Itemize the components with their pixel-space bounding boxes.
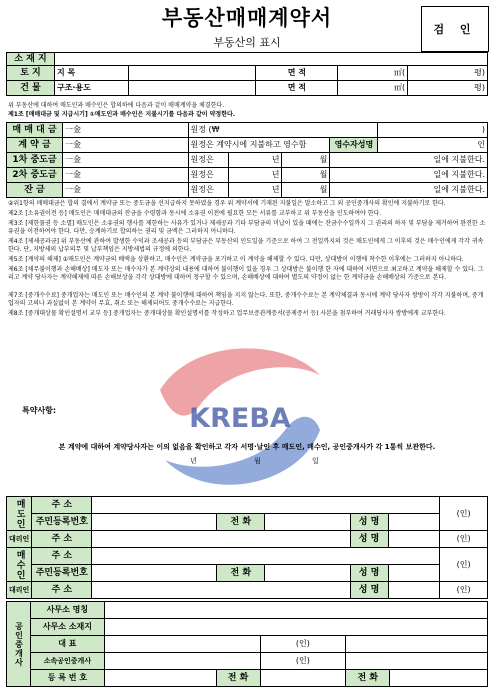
second-interim-currency[interactable]: 一金 [62, 168, 188, 183]
land-pyeong-unit[interactable]: 평) [408, 66, 488, 81]
buyer-label: 매수인 [7, 548, 32, 582]
special-terms-label: 특약사항: [22, 406, 57, 415]
date-year: 년 [190, 457, 197, 465]
buyer-address-label: 주 소 [32, 548, 92, 565]
land-area-unit[interactable]: ㎡( [338, 66, 408, 81]
buyer-agent-address-label: 주 소 [32, 582, 92, 599]
seller-address-field[interactable] [92, 497, 440, 514]
buyer-phone-label: 전 화 [217, 565, 265, 582]
buyer-agent-seal[interactable]: (인) [440, 582, 488, 599]
seller-agent-address-field[interactable] [92, 531, 350, 548]
broker-label: 공인중개사 [7, 602, 31, 687]
special-terms-area[interactable] [60, 405, 480, 437]
building-pyeong-unit[interactable]: 평) [408, 81, 488, 96]
broker-phone-label: 전 화 [216, 670, 260, 687]
buyer-id-field[interactable] [92, 565, 217, 582]
first-interim-year[interactable]: 년 [228, 153, 282, 168]
affiliated-broker-label: 소속공인중개사 [30, 653, 104, 670]
seller-agent-seal[interactable]: (인) [440, 531, 488, 548]
buyer-seal[interactable]: (인) [440, 548, 488, 582]
article-7: 제7조 [중개수수료] 중개업자는 매도인 또는 매수인의 본 계약 불이행에 대하여 책임을 지지 않는다. 또한, 중개수수료는 본 계약체결과 동시에 계약 당사자 쌍방이 각각 지불하며, 중개업자의 고의나 과실없이 본 계약이 무효, 취소 또는 해제되어도 중개수수료는 지급한다. [8, 292, 484, 308]
article-1: 제1조 [매매대금 및 지급시기] ①매도인과 매수인은 지불시기를 다음과 같이 약정한다. [8, 111, 236, 118]
second-interim-won: 원정은 [188, 168, 228, 183]
affiliated-broker-field[interactable] [104, 653, 260, 670]
buyer-agent-name-label: 성 명 [350, 582, 388, 599]
building-area-label: 면 적 [256, 81, 338, 96]
land-area-label: 면 적 [256, 66, 338, 81]
total-price-label: 매 매 대 금 [7, 123, 63, 138]
affiliated-broker-extra[interactable] [346, 653, 488, 670]
deposit-text: 원정은 계약시에 지불하고 영수함 [188, 138, 330, 153]
location-field[interactable] [54, 53, 487, 66]
document-title: 부동산매매계약서 [161, 6, 333, 30]
broker-phone-field-2[interactable] [390, 670, 488, 687]
buyer-agent-label: 대리인 [7, 582, 32, 599]
contract-intro: 위 부동산에 대하여 매도인과 매수인은 합의하에 다음과 같이 매매계약을 체결한다. [8, 102, 225, 109]
balance-currency[interactable]: 一金 [62, 183, 188, 198]
broker-phone-field[interactable] [260, 670, 346, 687]
buyer-name-field[interactable] [388, 565, 440, 582]
seller-name-label: 성 명 [350, 514, 388, 531]
balance-label: 잔 금 [7, 183, 63, 198]
article-3: 제3조 [제한물권 등 소멸] 매도인은 소유권의 행사를 제한하는 사유가 있거나 제세공과 기타 부담금의 미납이 있을 때에는 잔금수수일까지 그 권리의 하자 및 부담을 제거하여 완전한 소유권을 이전하여야 한다. 다만, 승계하기로 합의하는 권리 및 금액은 그러하지 아니하다. [8, 220, 486, 236]
land-label: 토 지 [7, 66, 55, 81]
deposit-currency[interactable]: 一金 [62, 138, 188, 153]
first-interim-currency[interactable]: 一金 [62, 153, 188, 168]
inspection-stamp-box: 검 인 [421, 6, 489, 52]
broker-table [6, 601, 488, 687]
land-category-field[interactable] [128, 66, 256, 81]
balance-year[interactable]: 년 [228, 183, 282, 198]
buyer-phone-field[interactable] [265, 565, 350, 582]
seller-id-field[interactable] [92, 514, 217, 531]
parties-table [6, 496, 488, 599]
buyer-agent-address-field[interactable] [92, 582, 350, 599]
article-6: 제6조 [채무불이행과 손해배상] 매도자 또는 매수자가 본 계약상의 내용에 대하여 불이행이 있을 경우 그 상대방은 불이행 한 자에 대하여 서면으로 최고하고 계약을 해제할 수 있다. 그리고 계약 당사자는 계약해제에 따른 손해보상을 각각 상대방에 대하여 청구할 수 있으며, 손해배상에 대하여 별도의 약정이 없는 한 계약금을 손해배상의 기준으로 본다. [8, 266, 484, 282]
affiliated-broker-seal[interactable]: (인) [260, 653, 346, 670]
land-category-label: 지 목 [54, 66, 128, 81]
building-area-unit[interactable]: ㎡( [338, 81, 408, 96]
document-subtitle: 부동산의 표시 [213, 36, 281, 49]
closing-statement: 본 계약에 대하여 계약당사자는 이의 없음을 확인하고 각자 서명·날인 후 매도인, 매수인, 공인중개사가 각 1통씩 보관한다. [58, 443, 436, 451]
payment-table [6, 122, 488, 198]
second-interim-year[interactable]: 년 [228, 168, 282, 183]
article-8: 제8조 [중개대상물 확인설명서 교부 등] 중개업자는 중개대상물 확인설명서를 작성하고 업무보증관계증서(공제증서 등) 사본을 첨부하여 거래당사자 쌍방에게 교부한다. [8, 310, 446, 317]
registration-number-label: 등 록 번 호 [30, 670, 104, 687]
representative-seal[interactable]: (인) [260, 636, 346, 653]
seller-agent-name-field[interactable] [388, 531, 440, 548]
article-5: 제5조 [계약의 해제] ①매도인은 계약금의 배액을 상환하고, 매수인은 계약금을 포기하고 이 계약을 해제할 수 있다. 다만, 상대방이 이행에 착수한 이후에는 그러하지 아니하다. [8, 256, 464, 263]
registration-number-field[interactable] [104, 670, 216, 687]
seller-id-label: 주민등록번호 [32, 514, 92, 531]
buyer-agent-name-field[interactable] [388, 582, 440, 599]
building-label: 건 물 [7, 81, 55, 96]
date-month: 월 [254, 457, 261, 465]
representative-label: 대 표 [30, 636, 104, 653]
receipt-name-label: 영수자성명 [330, 138, 378, 153]
representative-field[interactable] [104, 636, 260, 653]
office-name-label: 사무소 명칭 [30, 602, 104, 619]
representative-extra[interactable] [346, 636, 488, 653]
seller-agent-name-label: 성 명 [350, 531, 388, 548]
seller-label: 매도인 [7, 497, 32, 531]
seller-address-label: 주 소 [32, 497, 92, 514]
office-address-label: 사무소 소재지 [30, 619, 104, 636]
total-price-won[interactable]: 원정 (₩ [188, 123, 378, 138]
seller-phone-label: 전 화 [217, 514, 265, 531]
structure-label: 구조·용도 [54, 81, 128, 96]
balance-won: 원정은 [188, 183, 228, 198]
buyer-name-label: 성 명 [350, 565, 388, 582]
seller-agent-label: 대리인 [7, 531, 32, 548]
seller-name-field[interactable] [388, 514, 440, 531]
location-label: 소 재 지 [7, 53, 55, 66]
seller-phone-field[interactable] [265, 514, 350, 531]
balance-month[interactable]: 월 [282, 183, 330, 198]
seller-seal[interactable]: (인) [440, 497, 488, 531]
first-interim-won: 원정은 [188, 153, 228, 168]
deposit-label: 계 약 금 [7, 138, 63, 153]
logo-text: KREBA [189, 403, 291, 434]
buyer-id-label: 주민등록번호 [32, 565, 92, 582]
second-interim-label: 2차 중도금 [7, 168, 63, 183]
first-interim-pay-text[interactable]: 일에 지불한다. [330, 153, 488, 168]
structure-field[interactable] [128, 81, 256, 96]
seller-agent-address-label: 주 소 [32, 531, 92, 548]
buyer-address-field[interactable] [92, 548, 440, 565]
article-4: 제4조 [제세공과금] 위 부동산에 관하여 발생한 수익과 조세공과 등의 부담금은 부동산의 인도일을 기준으로 하여 그 전일까지의 것은 매도인에게 그 이후의 것은 매수인에게 각각 귀속한다. 단, 지방세의 납부의무 및 납부책임은 지방세법의 규정에 의한다. [8, 238, 484, 254]
receipt-seal[interactable]: 인 [378, 138, 488, 153]
second-interim-pay-text[interactable]: 일에 지불한다. [330, 168, 488, 183]
first-interim-label: 1차 중도금 [7, 153, 63, 168]
office-address-field[interactable] [104, 619, 487, 636]
article-2-intro: ②위1항의 매매대금은 합의 결에서 계약금 또는 중도금을 선지급하지 못하였을 경우 위 계약서에 기재된 지불일은 말소하고 그 외 공인중개사의 확인에 지불하기로 한다. [8, 200, 446, 207]
first-interim-month[interactable]: 월 [282, 153, 330, 168]
second-interim-month[interactable]: 월 [282, 168, 330, 183]
balance-pay-text[interactable]: 일에 지불한다. [330, 183, 488, 198]
date-day: 일 [312, 457, 319, 465]
total-price-paren-close: ) [378, 123, 488, 138]
total-price-currency[interactable]: 一金 [62, 123, 188, 138]
office-name-field[interactable] [104, 602, 487, 619]
property-table [6, 52, 488, 96]
article-2: 제2조 [소유권이전 등] 매도인은 매매대금의 잔금을 수령함과 동시에 소유권 이전에 필요한 모든 서류를 교부하고 위 부동산을 인도하여야 한다. [8, 210, 382, 217]
broker-phone-label-2: 전 화 [346, 670, 390, 687]
